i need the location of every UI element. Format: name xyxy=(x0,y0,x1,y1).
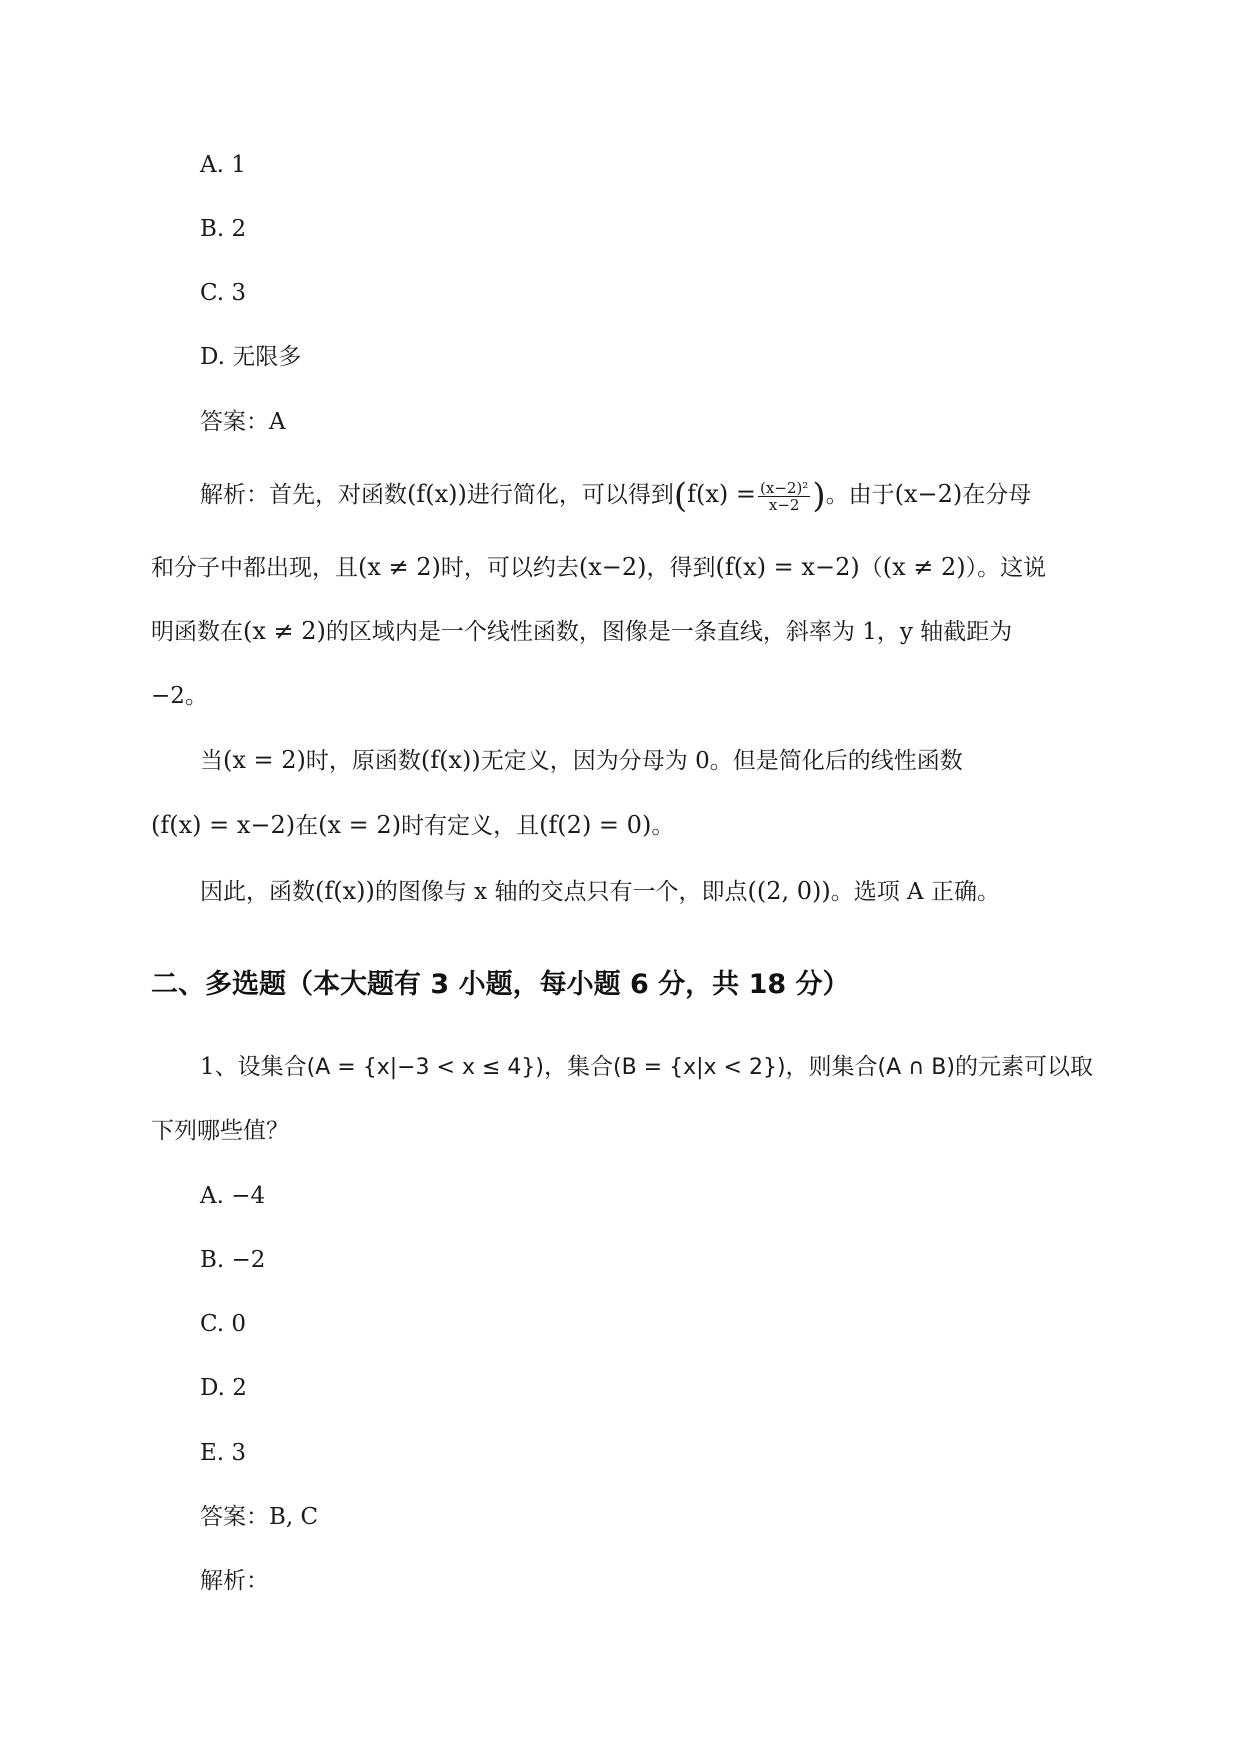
text-segment: 当 xyxy=(200,748,223,774)
q1-option-b: B. −2 xyxy=(200,1247,266,1273)
left-paren: ( xyxy=(673,476,688,516)
math-expression: (f(x) = x−2) xyxy=(151,811,296,839)
text-segment: 进行简化，可以得到 xyxy=(466,482,674,508)
math-expression: (f(x)) xyxy=(420,746,481,774)
fraction xyxy=(758,480,810,513)
right-paren: ) xyxy=(812,476,826,516)
q1-option-c: C. 0 xyxy=(200,1311,247,1337)
option-b: B. 2 xyxy=(200,216,247,242)
analysis-line-1 xyxy=(200,476,1032,516)
text-segment: 和分子中都出现，且 xyxy=(151,555,358,581)
analysis-line-6 xyxy=(151,810,674,841)
text-segment: 时，原函数 xyxy=(305,748,421,774)
text-segment: 的区域内是一个线性函数，图像是一条直线，斜率为 1，y 轴截距为 xyxy=(325,619,1013,645)
analysis-line-3 xyxy=(151,616,1012,647)
fraction-numerator: (x−2)² xyxy=(760,478,809,497)
text-segment: 。 xyxy=(651,813,675,839)
option-d: D. 无限多 xyxy=(200,344,302,370)
text-segment: 时有定义，且 xyxy=(401,813,540,839)
math-expression: (x ≠ 2) xyxy=(358,553,441,581)
fraction-denominator: x−2 xyxy=(768,495,800,514)
q1-option-a: A. −4 xyxy=(200,1183,266,1209)
math-expression: (B = {x|x < 2}) xyxy=(613,1055,786,1080)
math-expression: f(x) = xyxy=(687,480,757,508)
math-expression: (A ∩ B) xyxy=(877,1055,955,1080)
math-expression: (f(2) = 0) xyxy=(539,811,652,839)
text-segment: 1、设集合 xyxy=(200,1054,307,1080)
text-segment: 时，可以约去 xyxy=(440,555,579,581)
text-segment: 在分母 xyxy=(962,482,1032,508)
math-expression: (x−2) xyxy=(894,480,963,508)
text-segment: 无定义，因为分母为 0。但是简化后的线性函数 xyxy=(480,748,963,774)
text-segment: 在 xyxy=(295,813,319,839)
math-expression: (f(x) = x−2) xyxy=(715,553,860,581)
option-c: C. 3 xyxy=(200,280,247,306)
text-segment: 的图像与 x 轴的交点只有一个，即点 xyxy=(374,879,748,905)
question-1-line-2: 下列哪些值？ xyxy=(151,1118,289,1144)
analysis-line-7 xyxy=(200,876,1000,907)
answer-line: 答案：A xyxy=(200,409,286,435)
question-1-line-1 xyxy=(200,1052,1093,1083)
math-expression: (x−2) xyxy=(578,553,647,581)
q1-option-d: D. 2 xyxy=(200,1375,247,1401)
q1-answer-line: 答案：B, C xyxy=(200,1504,319,1530)
text-segment: 明函数在 xyxy=(151,619,243,645)
analysis-line-5 xyxy=(200,745,963,776)
math-expression: ((2, 0)) xyxy=(747,877,831,905)
text-segment: （ xyxy=(859,555,883,581)
text-segment: 的元素可以取 xyxy=(954,1054,1093,1080)
q1-option-e: E. 3 xyxy=(200,1440,247,1466)
math-expression: (f(x)) xyxy=(315,877,375,905)
math-expression: (x = 2) xyxy=(223,746,306,774)
text-segment: ，则集合 xyxy=(785,1054,878,1080)
text-segment: ）。这说 xyxy=(965,555,1047,581)
q1-analysis-label: 解析： xyxy=(200,1568,269,1594)
option-a: A. 1 xyxy=(200,152,246,178)
math-expression: (x ≠ 2) xyxy=(243,617,326,645)
text-segment: ，集合 xyxy=(544,1054,613,1080)
math-expression: (x ≠ 2) xyxy=(882,553,966,581)
analysis-line-2 xyxy=(151,552,1046,583)
text-segment: 。由于 xyxy=(825,482,895,508)
text-segment: 解析：首先，对函数 xyxy=(200,482,407,508)
text-segment: 。选项 A 正确。 xyxy=(830,879,1000,905)
math-expression: (A = {x|−3 < x ≤ 4}) xyxy=(306,1055,544,1080)
section-heading: 二、多选题（本大题有 3 小题，每小题 6 分，共 18 分） xyxy=(151,969,850,1000)
math-expression: (f(x)) xyxy=(407,480,467,508)
text-segment: 因此，函数 xyxy=(200,879,315,905)
analysis-line-4: −2。 xyxy=(151,683,208,709)
math-expression: (x = 2) xyxy=(318,811,402,839)
text-segment: ，得到 xyxy=(646,555,716,581)
